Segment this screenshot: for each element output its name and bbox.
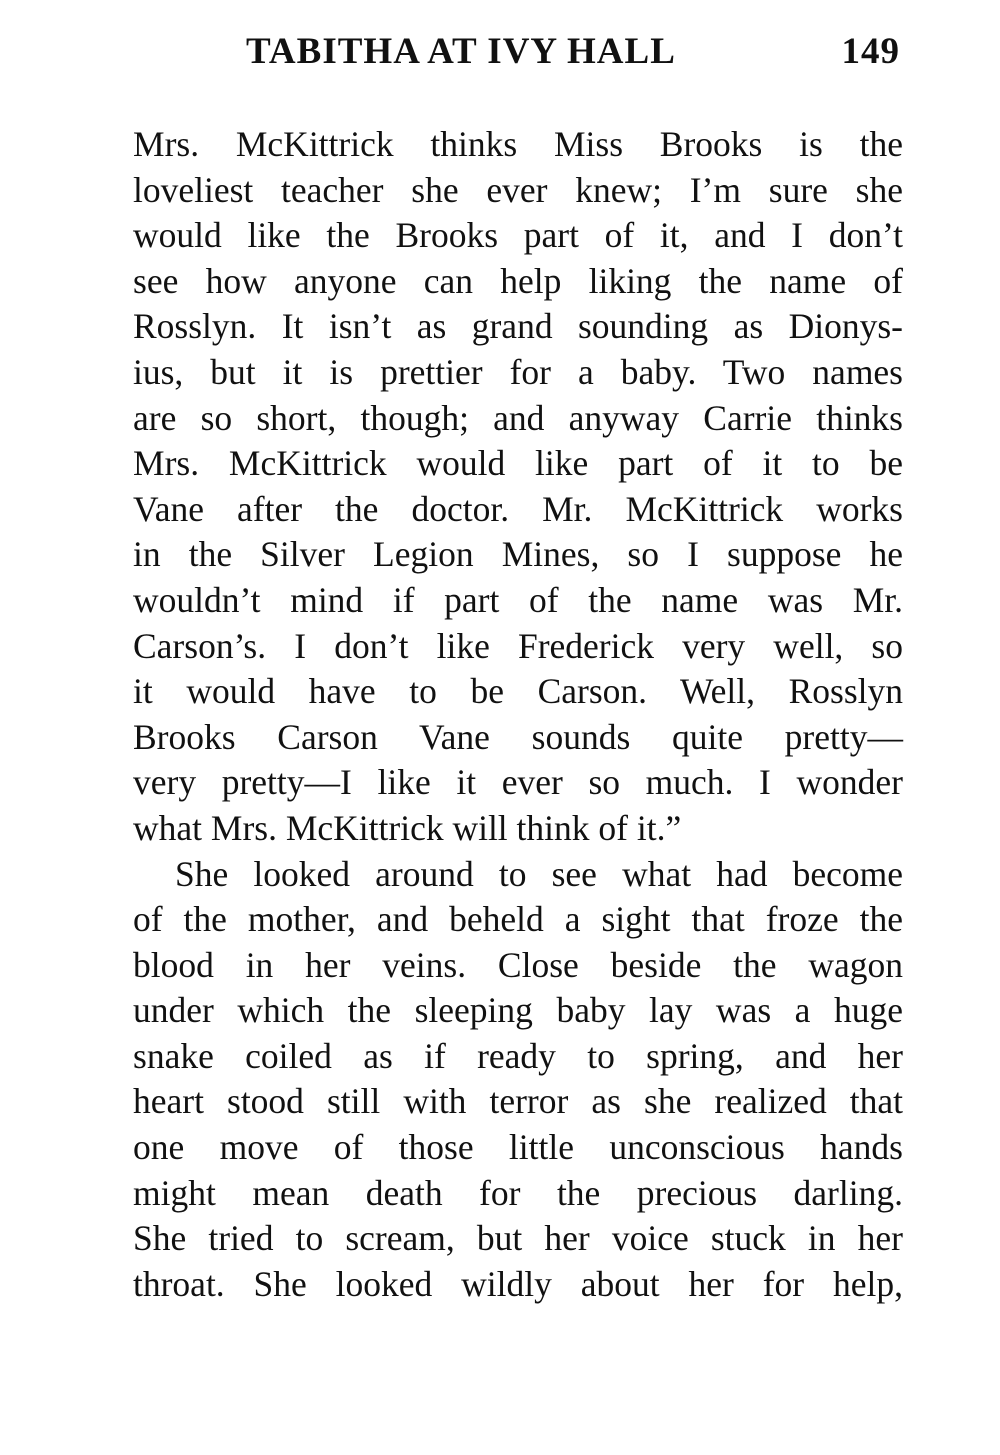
paragraph-1 — [133, 122, 903, 852]
text-line: heart stood still with terror as she realized that — [133, 1081, 903, 1122]
text-line: under which the sleeping baby lay was a huge — [133, 990, 903, 1031]
paragraph-2 — [133, 852, 903, 1308]
running-title: TABITHA AT IVY HALL — [246, 31, 676, 72]
text-line: it would have to be Carson. Well, Rosslyn — [133, 671, 903, 712]
text-line: would like the Brooks part of it, and I don’t — [133, 215, 903, 256]
text-line: She looked around to see what had become — [175, 853, 903, 894]
page-number: 149 — [841, 31, 900, 72]
text-line: Mrs. McKittrick thinks Miss Brooks is the — [133, 124, 903, 164]
text-line: loveliest teacher she ever knew; I’m sure she — [133, 169, 903, 210]
text-line: snake coiled as if ready to spring, and her — [133, 1035, 903, 1076]
text-line: what Mrs. McKittrick will think of it.” — [133, 807, 682, 848]
text-line: might mean death for the precious darling. — [133, 1172, 903, 1213]
text-line: see how anyone can help liking the name of — [133, 260, 903, 301]
text-line: one move of those little unconscious hands — [133, 1127, 903, 1168]
text-line: of the mother, and beheld a sight that froze the — [133, 899, 903, 940]
running-head — [246, 30, 906, 80]
text-line: Carson’s. I don’t like Frederick very well, so — [133, 625, 903, 666]
body-text — [133, 122, 903, 1307]
text-line: ius, but it is prettier for a baby. Two names — [133, 351, 903, 392]
text-line: Rosslyn. It isn’t as grand sounding as Dionys- — [133, 306, 903, 347]
text-line: wouldn’t mind if part of the name was Mr. — [133, 579, 903, 620]
text-line: Mrs. McKittrick would like part of it to be — [133, 443, 903, 484]
text-line: are so short, though; and anyway Carrie thinks — [133, 397, 903, 438]
text-line: Brooks Carson Vane sounds quite pretty— — [133, 716, 903, 757]
text-line: She tried to scream, but her voice stuck in her — [133, 1218, 903, 1259]
text-line: in the Silver Legion Mines, so I suppose he — [133, 534, 903, 575]
text-line: throat. She looked wildly about her for help, — [133, 1263, 903, 1304]
text-line: blood in her veins. Close beside the wagon — [133, 944, 903, 985]
text-line: Vane after the doctor. Mr. McKittrick works — [133, 488, 903, 529]
text-line: very pretty—I like it ever so much. I wonder — [133, 762, 903, 803]
